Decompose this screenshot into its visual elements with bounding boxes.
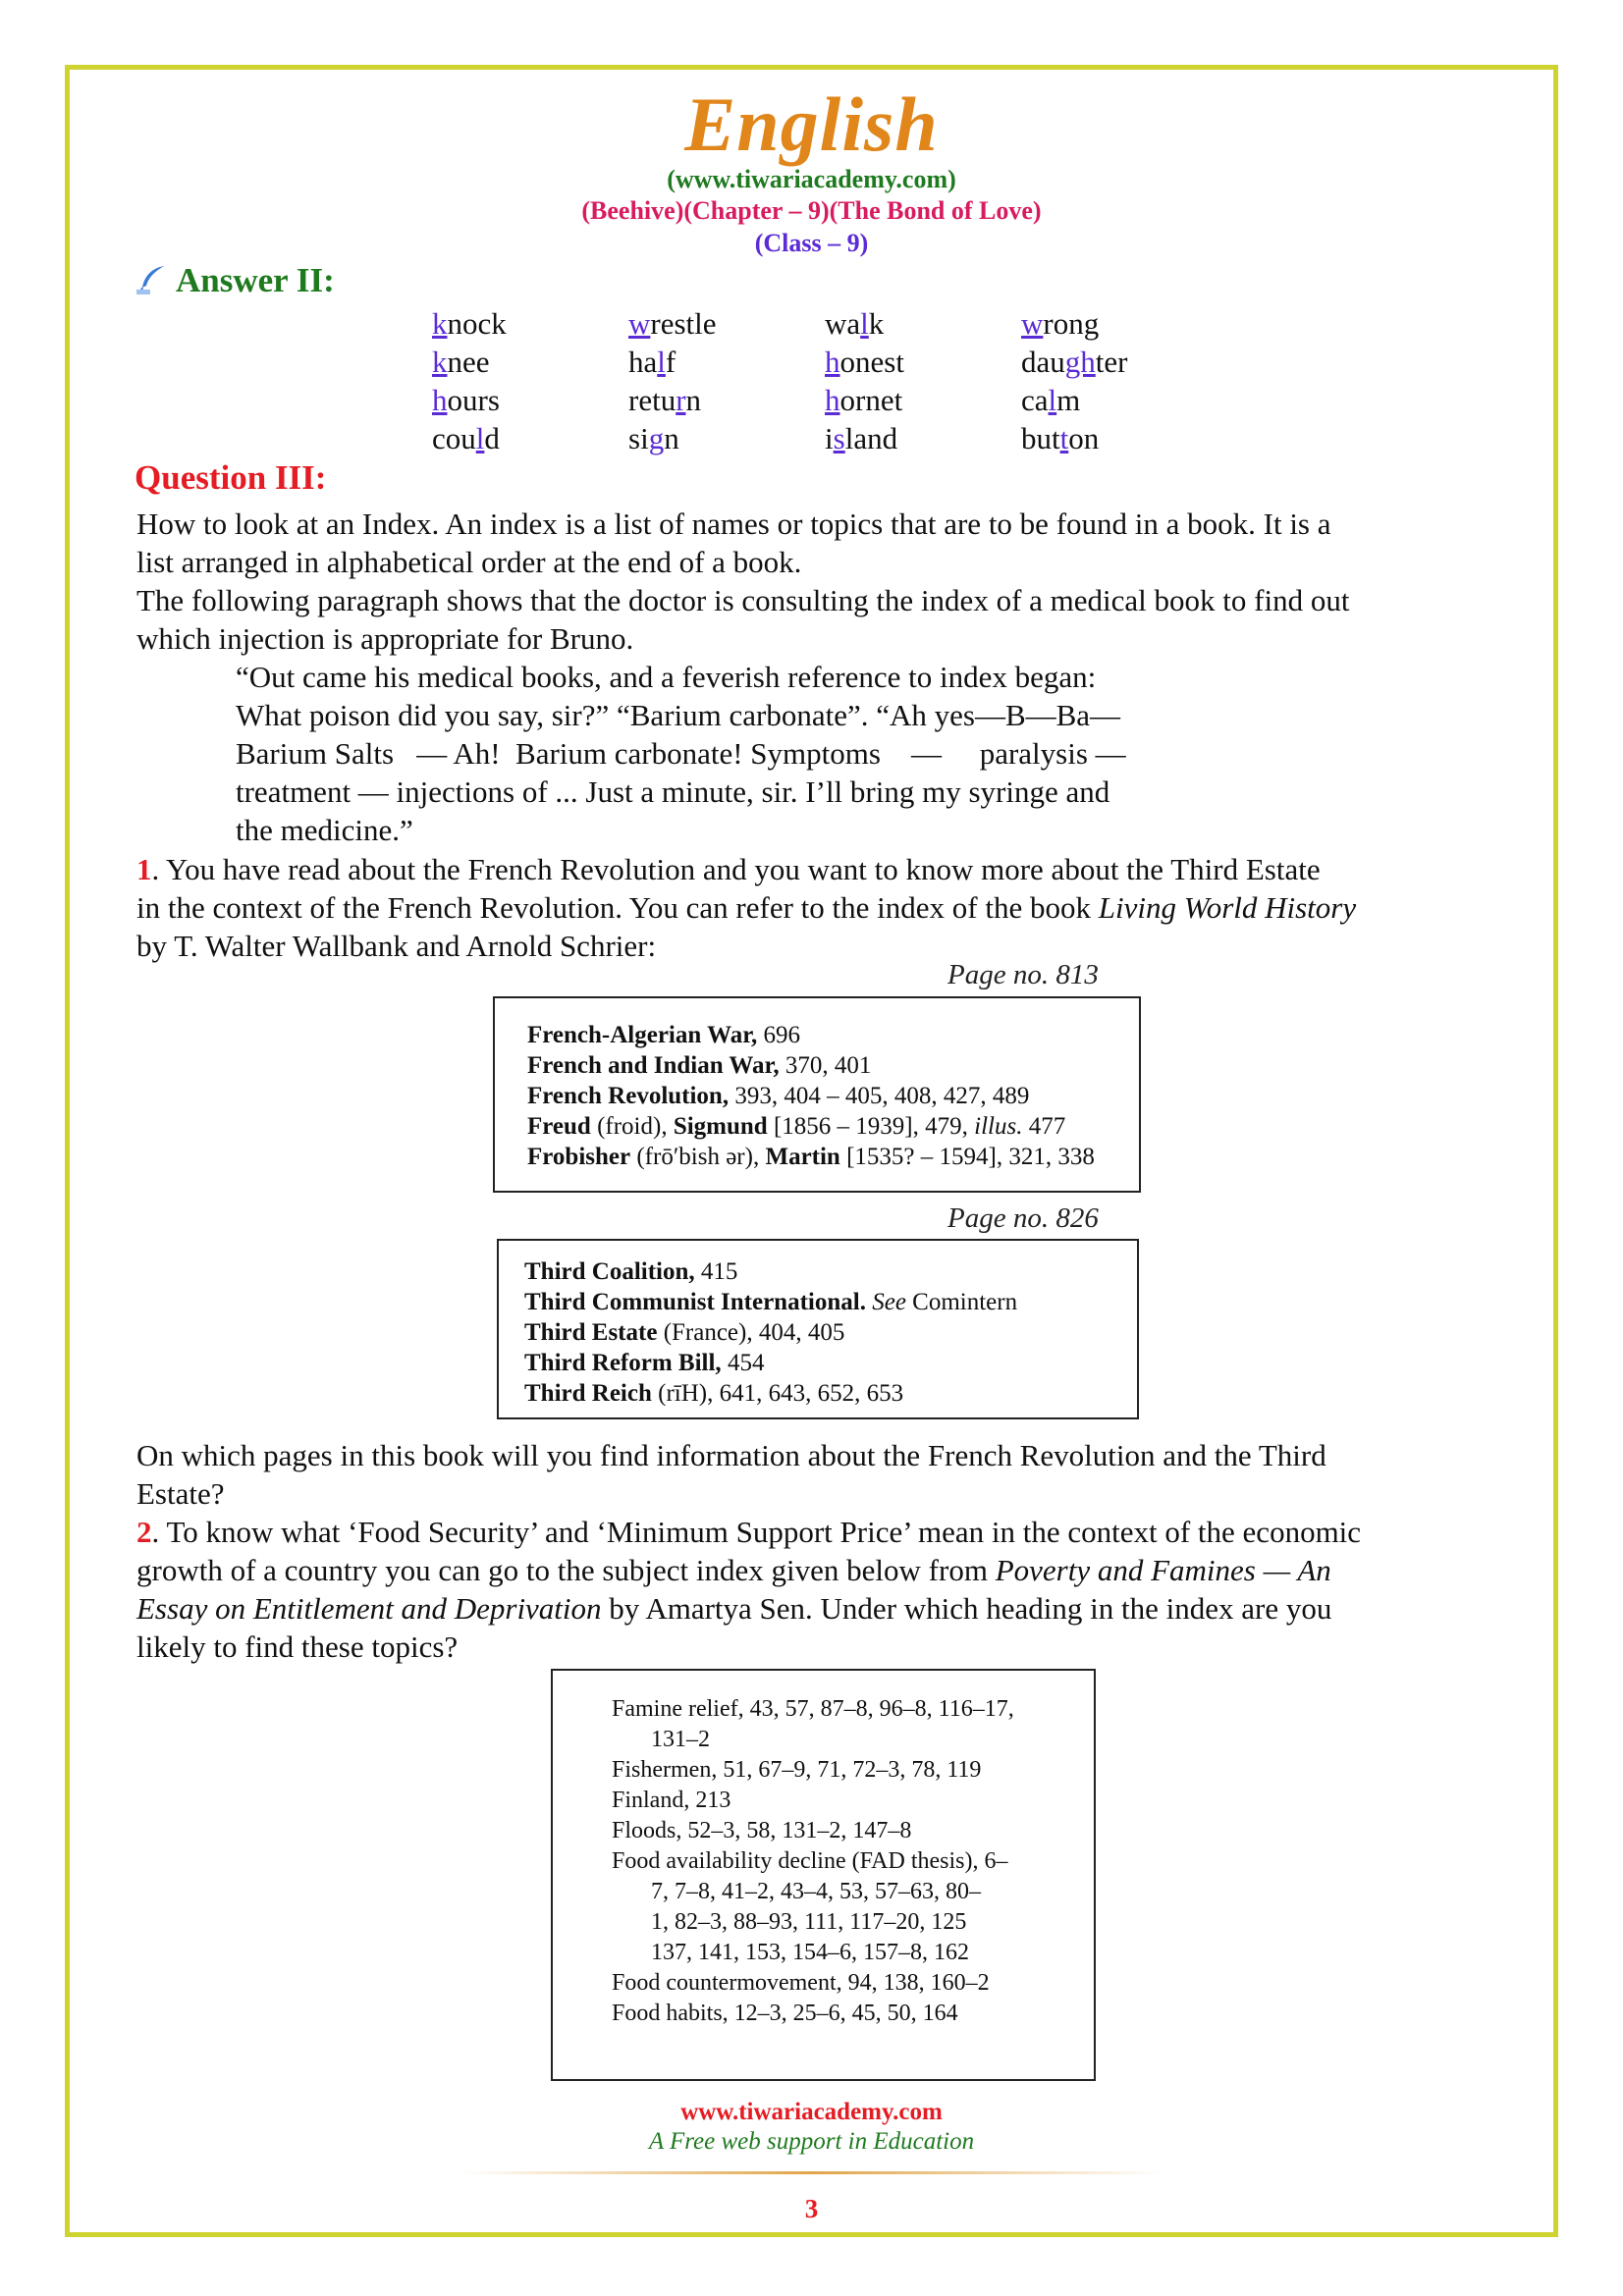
- question-heading: Question III:: [135, 458, 327, 497]
- index-entry: Floods, 52–3, 58, 131–2, 147–8: [612, 1818, 912, 1843]
- quote-line-2: What poison did you say, sir?” “Barium carbonate”. “Ah yes—B—Ba—: [236, 698, 1121, 732]
- index-entry: Third Coalition, 415: [524, 1258, 738, 1285]
- silent-letter-word-table: [432, 304, 1217, 457]
- index-entry: Third Reform Bill, 454: [524, 1350, 765, 1376]
- q1-line-3: by T. Walter Wallbank and Arnold Schrier:: [136, 929, 657, 963]
- page-no-826-label: Page no. 826: [947, 1202, 1099, 1234]
- q1-ask-line-1: On which pages in this book will you find information about the French Revolution and the Third: [136, 1438, 1326, 1472]
- word-cell: calm: [1021, 383, 1081, 417]
- index-box-third: [497, 1239, 1139, 1419]
- word-cell: knock: [432, 306, 507, 341]
- word-cell: knee: [432, 345, 490, 379]
- silent-letter: g: [648, 421, 665, 455]
- quote-line-1: “Out came his medical books, and a feverish reference to index began:: [236, 660, 1097, 694]
- silent-letter: l: [860, 306, 869, 341]
- word-cell: honest: [825, 345, 904, 379]
- index-entry: Food habits, 12–3, 25–6, 45, 50, 164: [612, 2001, 958, 2026]
- index-entry: 131–2: [651, 1727, 710, 1752]
- answer-heading: [135, 261, 335, 300]
- word-row: [432, 419, 1217, 457]
- quote-line-5: the medicine.”: [236, 813, 413, 847]
- word-row: [432, 343, 1217, 381]
- index-entry: Third Reich (rīH), 641, 643, 652, 653: [524, 1380, 904, 1407]
- silent-letter: l: [475, 421, 485, 455]
- index-entry: French and Indian War, 370, 401: [527, 1052, 872, 1079]
- q2-number: 2: [136, 1515, 152, 1549]
- page-no-813-label: Page no. 813: [947, 959, 1099, 990]
- index-entry: Famine relief, 43, 57, 87–8, 96–8, 116–17,: [612, 1696, 1014, 1722]
- index-entry: Finland, 213: [612, 1788, 731, 1813]
- silent-letter: h: [432, 383, 448, 417]
- q1-line-1: 1. You have read about the French Revolution and you want to know more about the Third Estate: [136, 852, 1321, 886]
- footer-url: www.tiwariacademy.com: [680, 2099, 943, 2125]
- q2-line-4: likely to find these topics?: [136, 1629, 459, 1664]
- page-title: English: [684, 81, 939, 167]
- word-cell: wrestle: [628, 306, 717, 341]
- index-entry: Fishermen, 51, 67–9, 71, 72–3, 78, 119: [612, 1757, 982, 1783]
- silent-letter: h: [825, 383, 840, 417]
- quill-icon: [135, 264, 170, 295]
- silent-letter: w: [628, 306, 651, 341]
- book-subtitle: Essay on Entitlement and Deprivation: [136, 1591, 602, 1626]
- q2-line-2: growth of a country you can go to the subject index given below from Poverty and Famines — An: [136, 1553, 1331, 1587]
- silent-letter: w: [1021, 306, 1044, 341]
- q1-number: 1: [136, 852, 152, 886]
- silent-letter: k: [432, 306, 448, 341]
- index-entry: Food availability decline (FAD thesis), 6–: [612, 1848, 1008, 1874]
- word-cell: half: [628, 345, 676, 379]
- class-line: (Class – 9): [754, 229, 869, 257]
- word-row: [432, 304, 1217, 343]
- word-cell: return: [628, 383, 702, 417]
- q1-line-2: in the context of the French Revolution. You can refer to the index of the book Living World History: [136, 890, 1357, 925]
- answer-heading-text: Answer II:: [176, 261, 335, 299]
- q1-ask-line-2: Estate?: [136, 1476, 225, 1511]
- page-number: 3: [804, 2194, 819, 2223]
- index-entry: Third Communist International. See Comintern: [524, 1289, 1018, 1315]
- intro-line-4: which injection is appropriate for Bruno.: [136, 621, 634, 656]
- intro-line-2: list arranged in alphabetical order at the end of a book.: [136, 545, 802, 579]
- quote-line-3: Barium Salts — Ah! Barium carbonate! Symptoms — paralysis —: [236, 736, 1126, 771]
- intro-line-1: How to look at an Index. An index is a list of names or topics that are to be found in a book. It is a: [136, 507, 1331, 541]
- word-row: [432, 381, 1217, 419]
- word-cell: wrong: [1021, 306, 1100, 341]
- index-entry: 7, 7–8, 41–2, 43–4, 53, 57–63, 80–: [651, 1879, 981, 1904]
- book-title-poverty-and-famines: Poverty and Famines — An: [995, 1553, 1331, 1587]
- word-cell: island: [825, 421, 898, 455]
- index-entry: 137, 141, 153, 154–6, 157–8, 162: [651, 1940, 969, 1965]
- intro-line-3: The following paragraph shows that the doctor is consulting the index of a medical book to find out: [136, 583, 1350, 617]
- silent-letter: h: [825, 345, 840, 379]
- q2-line-3: Essay on Entitlement and Deprivation by Amartya Sen. Under which heading in the index are you: [136, 1591, 1332, 1626]
- chapter-line: (Beehive)(Chapter – 9)(The Bond of Love): [581, 196, 1042, 225]
- word-cell: sign: [628, 421, 679, 455]
- silent-letter: l: [657, 345, 666, 379]
- silent-letter: l: [1048, 383, 1057, 417]
- word-cell: button: [1021, 421, 1100, 455]
- index-box-famine: [551, 1669, 1096, 2081]
- word-cell: walk: [825, 306, 885, 341]
- index-entry: Third Estate (France), 404, 405: [524, 1319, 845, 1346]
- silent-letter: gh: [1064, 345, 1096, 379]
- index-entry: Freud (froid), Sigmund [1856 – 1939], 479, illus. 477: [527, 1113, 1066, 1140]
- footer-tagline: A Free web support in Education: [648, 2128, 975, 2155]
- index-entry: Food countermovement, 94, 138, 160–2: [612, 1970, 990, 1996]
- index-box-french: [493, 996, 1141, 1193]
- index-entry: 1, 82–3, 88–93, 111, 117–20, 125: [651, 1909, 967, 1935]
- silent-letter: r: [676, 383, 686, 417]
- word-cell: could: [432, 421, 500, 455]
- silent-letter: s: [833, 421, 845, 455]
- website-line: (www.tiwariacademy.com): [667, 165, 956, 193]
- silent-letter: t: [1059, 421, 1069, 455]
- word-cell: hornet: [825, 383, 903, 417]
- book-title-living-world-history: Living World History: [1098, 890, 1357, 925]
- q2-line-1: 2. To know what ‘Food Security’ and ‘Minimum Support Price’ mean in the context of the economic: [136, 1515, 1362, 1549]
- index-entry: French Revolution, 393, 404 – 405, 408, 427, 489: [527, 1083, 1030, 1109]
- quote-line-4: treatment — injections of ... Just a minute, sir. I’ll bring my syringe and: [236, 774, 1110, 809]
- index-entry: French-Algerian War, 696: [527, 1022, 801, 1048]
- index-entry: Frobisher (frō′bish ər), Martin [1535? – 1594], 321, 338: [527, 1144, 1095, 1170]
- word-cell: hours: [432, 383, 500, 417]
- silent-letter: k: [432, 345, 448, 379]
- footer-divider: [461, 2171, 1162, 2174]
- word-cell: daughter: [1021, 345, 1128, 379]
